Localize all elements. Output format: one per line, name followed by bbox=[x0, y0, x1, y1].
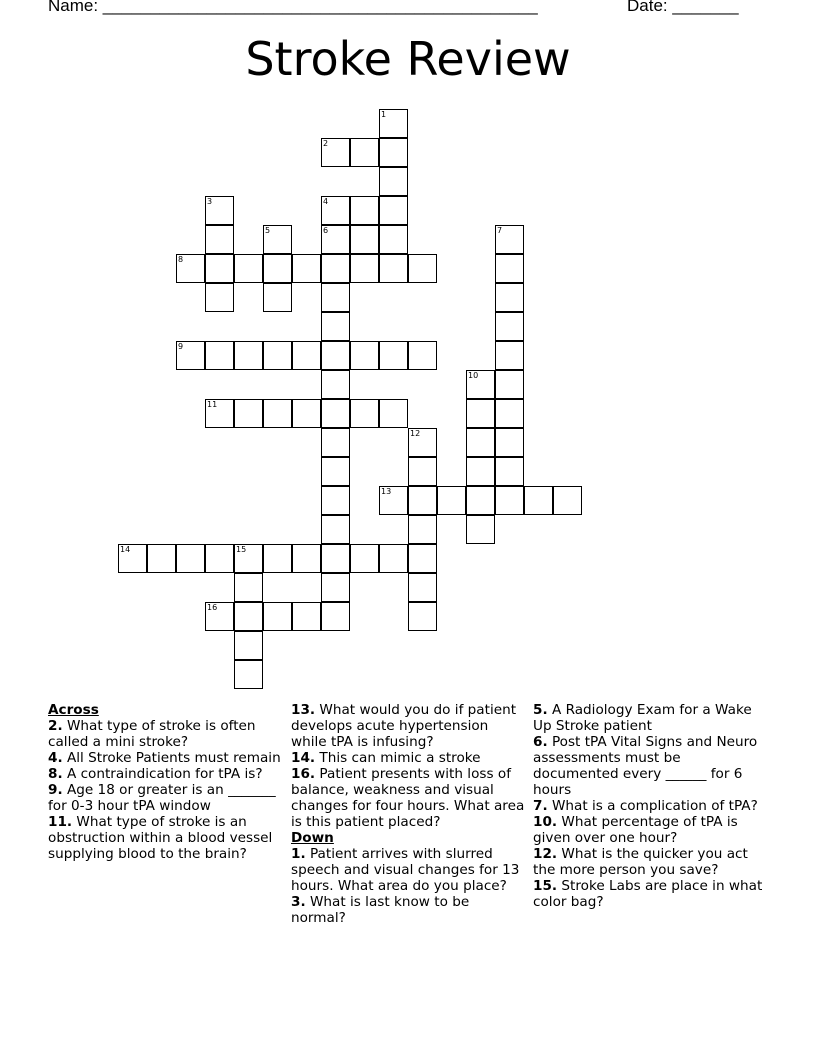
crossword-cell[interactable] bbox=[350, 138, 379, 167]
clue-item bbox=[48, 718, 284, 750]
crossword-cell[interactable] bbox=[495, 283, 524, 312]
crossword-cell[interactable] bbox=[379, 138, 408, 167]
clue-item bbox=[48, 750, 284, 766]
crossword-cell[interactable] bbox=[379, 167, 408, 196]
crossword-cell[interactable] bbox=[147, 544, 176, 573]
clue-item-text: What is the quicker you act the more person you save? bbox=[533, 846, 748, 878]
crossword-cell[interactable] bbox=[321, 341, 350, 370]
crossword-cell[interactable] bbox=[495, 225, 524, 254]
clues-column-2 bbox=[291, 702, 527, 926]
crossword-cell[interactable] bbox=[205, 544, 234, 573]
across-clue-list bbox=[48, 718, 284, 862]
crossword-cell[interactable] bbox=[234, 660, 263, 689]
crossword-cell[interactable] bbox=[495, 457, 524, 486]
crossword-cell[interactable] bbox=[118, 544, 147, 573]
crossword-cell[interactable] bbox=[321, 544, 350, 573]
clue-number: 7 bbox=[497, 226, 503, 235]
clue-item-number: 6. bbox=[533, 734, 548, 750]
clue-item-text: What would you do if patient develops acute hypertension while tPA is infusing? bbox=[291, 702, 517, 750]
crossword-cell[interactable] bbox=[321, 370, 350, 399]
crossword-cell[interactable] bbox=[524, 486, 553, 515]
crossword-cell[interactable] bbox=[408, 602, 437, 631]
clue-item bbox=[533, 878, 769, 910]
clue-number: 15 bbox=[236, 545, 247, 554]
crossword-cell[interactable] bbox=[495, 428, 524, 457]
date-field-label: Date: _______ bbox=[627, 0, 739, 15]
crossword-cell[interactable] bbox=[263, 544, 292, 573]
crossword-cell[interactable] bbox=[466, 457, 495, 486]
crossword-cell[interactable] bbox=[321, 283, 350, 312]
crossword-cell[interactable] bbox=[205, 254, 234, 283]
across-clue-list-continued bbox=[291, 702, 527, 830]
crossword-cell[interactable] bbox=[234, 254, 263, 283]
clue-item-text: What is a complication of tPA? bbox=[547, 798, 758, 814]
crossword-cell[interactable] bbox=[205, 196, 234, 225]
crossword-cell[interactable] bbox=[408, 515, 437, 544]
clue-item-number: 11. bbox=[48, 814, 73, 830]
clue-item-text: What percentage of tPA is given over one hour? bbox=[533, 814, 738, 846]
crossword-cell[interactable] bbox=[495, 312, 524, 341]
clue-item-text: What type of stroke is often called a mini stroke? bbox=[48, 718, 256, 750]
clue-number: 4 bbox=[323, 197, 329, 206]
crossword-cell[interactable] bbox=[263, 602, 292, 631]
clue-item bbox=[291, 846, 527, 894]
crossword-cell[interactable] bbox=[292, 399, 321, 428]
crossword-cell[interactable] bbox=[292, 602, 321, 631]
clue-item bbox=[291, 750, 527, 766]
crossword-cell[interactable] bbox=[350, 225, 379, 254]
clues-column-3 bbox=[533, 702, 769, 910]
clue-number: 16 bbox=[207, 603, 218, 612]
crossword-cell[interactable] bbox=[350, 196, 379, 225]
clue-item-number: 10. bbox=[533, 814, 558, 830]
clue-item bbox=[291, 702, 527, 750]
clue-number: 11 bbox=[207, 400, 218, 409]
clue-number: 1 bbox=[381, 110, 387, 119]
clue-number: 5 bbox=[265, 226, 271, 235]
crossword-cell[interactable] bbox=[466, 370, 495, 399]
crossword-cell[interactable] bbox=[263, 254, 292, 283]
crossword-cell[interactable] bbox=[292, 544, 321, 573]
crossword-cell[interactable] bbox=[205, 283, 234, 312]
crossword-cell[interactable] bbox=[176, 341, 205, 370]
clue-item bbox=[533, 798, 769, 814]
crossword-cell[interactable] bbox=[234, 544, 263, 573]
crossword-cell[interactable] bbox=[205, 225, 234, 254]
crossword-cell[interactable] bbox=[292, 341, 321, 370]
clue-item-number: 15. bbox=[533, 878, 558, 894]
down-clue-list-continued bbox=[533, 702, 769, 910]
crossword-cell[interactable] bbox=[321, 573, 350, 602]
crossword-cell[interactable] bbox=[379, 109, 408, 138]
clue-item bbox=[533, 846, 769, 878]
clue-number: 8 bbox=[178, 255, 184, 264]
crossword-cell[interactable] bbox=[495, 254, 524, 283]
clue-item bbox=[291, 766, 527, 830]
clue-item bbox=[48, 766, 284, 782]
page-title: Stroke Review bbox=[245, 32, 571, 86]
crossword-cell[interactable] bbox=[205, 602, 234, 631]
crossword-cell[interactable] bbox=[321, 196, 350, 225]
clue-number: 9 bbox=[178, 342, 184, 351]
clue-item-text: What is last know to be normal? bbox=[291, 894, 470, 926]
clue-item-text: All Stroke Patients must remain bbox=[62, 750, 281, 766]
crossword-cell[interactable] bbox=[495, 370, 524, 399]
crossword-cell[interactable] bbox=[234, 631, 263, 660]
clue-item-number: 8. bbox=[48, 766, 63, 782]
clue-number: 12 bbox=[410, 429, 421, 438]
crossword-cell[interactable] bbox=[379, 544, 408, 573]
crossword-cell[interactable] bbox=[408, 254, 437, 283]
clue-number: 10 bbox=[468, 371, 479, 380]
crossword-cell[interactable] bbox=[263, 225, 292, 254]
down-clue-list bbox=[291, 846, 527, 926]
crossword-cell[interactable] bbox=[466, 399, 495, 428]
clue-item-number: 9. bbox=[48, 782, 63, 798]
crossword-cell[interactable] bbox=[350, 254, 379, 283]
crossword-cell[interactable] bbox=[321, 428, 350, 457]
crossword-cell[interactable] bbox=[234, 399, 263, 428]
clue-item bbox=[533, 702, 769, 734]
clue-item-text: A Radiology Exam for a Wake Up Stroke patient bbox=[533, 702, 752, 734]
clue-item bbox=[533, 734, 769, 798]
crossword-cell[interactable] bbox=[234, 602, 263, 631]
clue-item-text: Stroke Labs are place in what color bag? bbox=[533, 878, 763, 910]
clue-item bbox=[48, 782, 284, 814]
crossword-cell[interactable] bbox=[408, 428, 437, 457]
clue-number: 14 bbox=[120, 545, 131, 554]
clue-item-number: 4. bbox=[48, 750, 63, 766]
clue-item-number: 14. bbox=[291, 750, 316, 766]
crossword-cell[interactable] bbox=[263, 399, 292, 428]
crossword-cell[interactable] bbox=[321, 399, 350, 428]
crossword-cell[interactable] bbox=[321, 486, 350, 515]
crossword-cell[interactable] bbox=[321, 515, 350, 544]
clue-item-number: 7. bbox=[533, 798, 548, 814]
crossword-cell[interactable] bbox=[350, 544, 379, 573]
clue-item-number: 2. bbox=[48, 718, 63, 734]
clue-item-text: Patient presents with loss of balance, weakness and visual changes for four hours. What area is this patient placed? bbox=[291, 766, 525, 830]
crossword-cell[interactable] bbox=[176, 254, 205, 283]
clue-item-number: 3. bbox=[291, 894, 306, 910]
clue-number: 6 bbox=[323, 226, 329, 235]
clue-item-number: 1. bbox=[291, 846, 306, 862]
crossword-cell[interactable] bbox=[263, 283, 292, 312]
crossword-cell[interactable] bbox=[408, 486, 437, 515]
crossword-cell[interactable] bbox=[408, 544, 437, 573]
crossword-cell[interactable] bbox=[379, 254, 408, 283]
crossword-cell[interactable] bbox=[321, 254, 350, 283]
clue-number: 13 bbox=[381, 487, 392, 496]
clue-item-text: Patient arrives with slurred speech and visual changes for 13 hours. What area do you place? bbox=[291, 846, 520, 894]
crossword-cell[interactable] bbox=[495, 486, 524, 515]
clue-item-text: What type of stroke is an obstruction within a blood vessel supplying blood to the brain? bbox=[48, 814, 273, 862]
clue-item-number: 13. bbox=[291, 702, 316, 718]
crossword-cell[interactable] bbox=[350, 341, 379, 370]
crossword-cell[interactable] bbox=[379, 399, 408, 428]
crossword-cell[interactable] bbox=[321, 312, 350, 341]
crossword-cell[interactable] bbox=[234, 341, 263, 370]
clue-item-number: 5. bbox=[533, 702, 548, 718]
crossword-cell[interactable] bbox=[379, 225, 408, 254]
name-field-label: Name: ______________________________________________ bbox=[48, 0, 538, 15]
crossword-cell[interactable] bbox=[321, 602, 350, 631]
clue-item-text: Post tPA Vital Signs and Neuro assessments must be documented every ______ for 6 hours bbox=[533, 734, 758, 798]
crossword-cell[interactable] bbox=[495, 341, 524, 370]
clue-item-number: 16. bbox=[291, 766, 316, 782]
crossword-cell[interactable] bbox=[205, 341, 234, 370]
crossword-cell[interactable] bbox=[234, 573, 263, 602]
crossword-cell[interactable] bbox=[437, 486, 466, 515]
down-heading: Down bbox=[291, 830, 334, 846]
clue-item-text: Age 18 or greater is an _______ for 0-3 hour tPA window bbox=[48, 782, 276, 814]
clue-item-text: A contraindication for tPA is? bbox=[62, 766, 263, 782]
across-heading: Across bbox=[48, 702, 99, 718]
clue-number: 3 bbox=[207, 197, 213, 206]
crossword-cell[interactable] bbox=[263, 341, 292, 370]
crossword-cell[interactable] bbox=[321, 457, 350, 486]
crossword-cell[interactable] bbox=[379, 486, 408, 515]
crossword-cell[interactable] bbox=[205, 399, 234, 428]
crossword-cell[interactable] bbox=[321, 225, 350, 254]
clue-item-number: 12. bbox=[533, 846, 558, 862]
crossword-cell[interactable] bbox=[379, 341, 408, 370]
clue-item-text: This can mimic a stroke bbox=[315, 750, 481, 766]
clue-item bbox=[48, 814, 284, 862]
crossword-cell[interactable] bbox=[176, 544, 205, 573]
clue-number: 2 bbox=[323, 139, 329, 148]
clue-item bbox=[533, 814, 769, 846]
crossword-cell[interactable] bbox=[408, 573, 437, 602]
clue-item bbox=[291, 894, 527, 926]
crossword-cell[interactable] bbox=[408, 341, 437, 370]
crossword-cell[interactable] bbox=[350, 399, 379, 428]
crossword-cell[interactable] bbox=[466, 515, 495, 544]
crossword-cell[interactable] bbox=[292, 254, 321, 283]
clues-column-1 bbox=[48, 702, 284, 862]
crossword-cell[interactable] bbox=[495, 399, 524, 428]
crossword-cell[interactable] bbox=[466, 486, 495, 515]
crossword-cell[interactable] bbox=[466, 428, 495, 457]
crossword-cell[interactable] bbox=[553, 486, 582, 515]
crossword-cell[interactable] bbox=[321, 138, 350, 167]
crossword-cell[interactable] bbox=[379, 196, 408, 225]
crossword-cell[interactable] bbox=[408, 457, 437, 486]
